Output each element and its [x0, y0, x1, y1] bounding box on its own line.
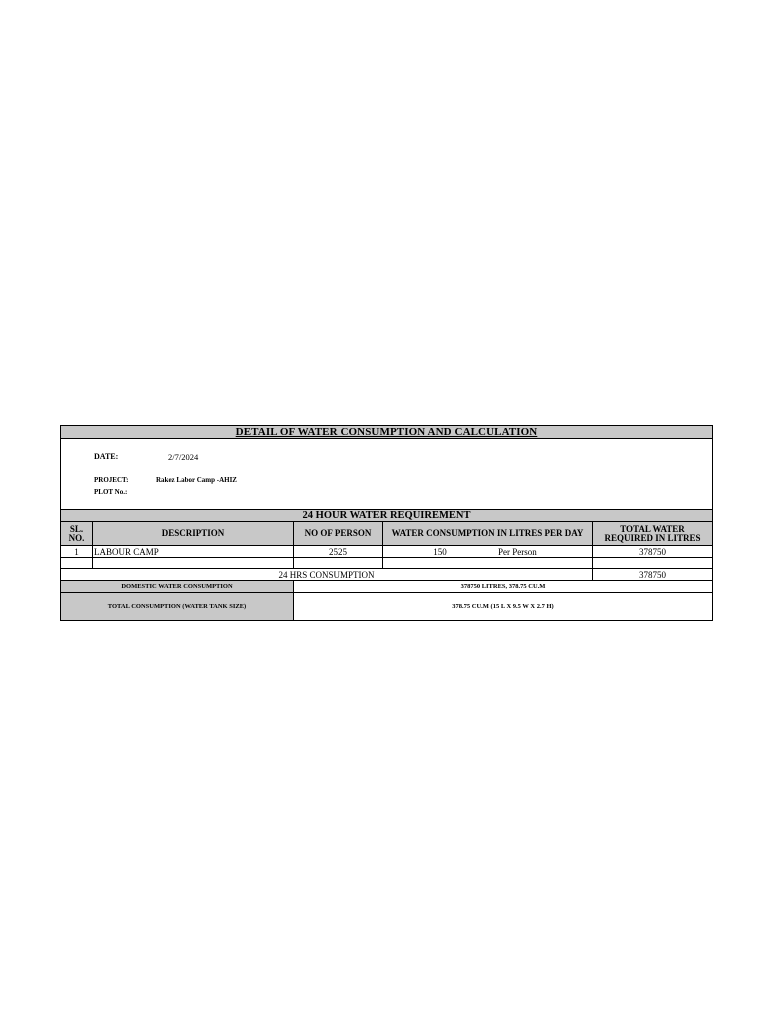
- header-description: DESCRIPTION: [93, 522, 294, 546]
- empty-cell: [61, 558, 93, 569]
- project-label: PROJECT:: [94, 476, 129, 484]
- consumption-24h-value: 378750: [639, 569, 666, 580]
- total-consumption-label-cell: [61, 593, 294, 620]
- empty-cell: [294, 558, 383, 569]
- info-block: [61, 439, 712, 510]
- domestic-value: 378750 LITRES, 378.75 CU.M: [460, 583, 546, 590]
- row-1-unit: Per Person: [497, 546, 593, 558]
- header-sl-no: SL. NO.: [61, 522, 93, 546]
- header-no-of-person: NO OF PERSON: [294, 522, 383, 546]
- row-1-sl-no: 1: [61, 546, 93, 558]
- total-consumption-label: TOTAL CONSUMPTION (WATER TANK SIZE): [107, 603, 247, 610]
- domestic-label: DOMESTIC WATER CONSUMPTION: [121, 583, 233, 590]
- section-title: 24 HOUR WATER REQUIREMENT: [302, 510, 471, 521]
- plot-label: PLOT No.:: [94, 488, 128, 496]
- date-label: DATE:: [94, 452, 119, 461]
- row-1-total: 378750: [593, 546, 712, 558]
- consumption-24h-label-cell: [61, 569, 593, 581]
- empty-cell: [93, 558, 294, 569]
- empty-cell: [593, 558, 712, 569]
- domestic-label-cell: [61, 581, 294, 593]
- project-value: Rakez Labor Camp -AHIZ: [156, 476, 237, 484]
- total-consumption-value: 378.75 CU.M (15 L X 9.5 W X 2.7 H): [452, 603, 554, 610]
- consumption-24h-label: 24 HRS CONSUMPTION: [278, 569, 375, 580]
- water-consumption-sheet: [60, 425, 713, 621]
- domestic-value-cell: [294, 581, 712, 593]
- header-total: TOTAL WATER REQUIRED IN LITRES: [593, 522, 712, 546]
- total-consumption-value-cell: [294, 593, 712, 620]
- empty-cell: [383, 558, 593, 569]
- row-1-description: LABOUR CAMP: [93, 546, 294, 558]
- row-1-no-of-person: 2525: [294, 546, 383, 558]
- sheet-title: DETAIL OF WATER CONSUMPTION AND CALCULATION: [235, 426, 538, 438]
- sheet-title-cell: [61, 426, 712, 439]
- date-value: 2/7/2024: [168, 452, 199, 462]
- consumption-24h-value-cell: [593, 569, 712, 581]
- section-title-cell: [61, 510, 712, 522]
- header-consumption: WATER CONSUMPTION IN LITRES PER DAY: [383, 522, 593, 546]
- row-1-consumption: 150: [383, 546, 497, 558]
